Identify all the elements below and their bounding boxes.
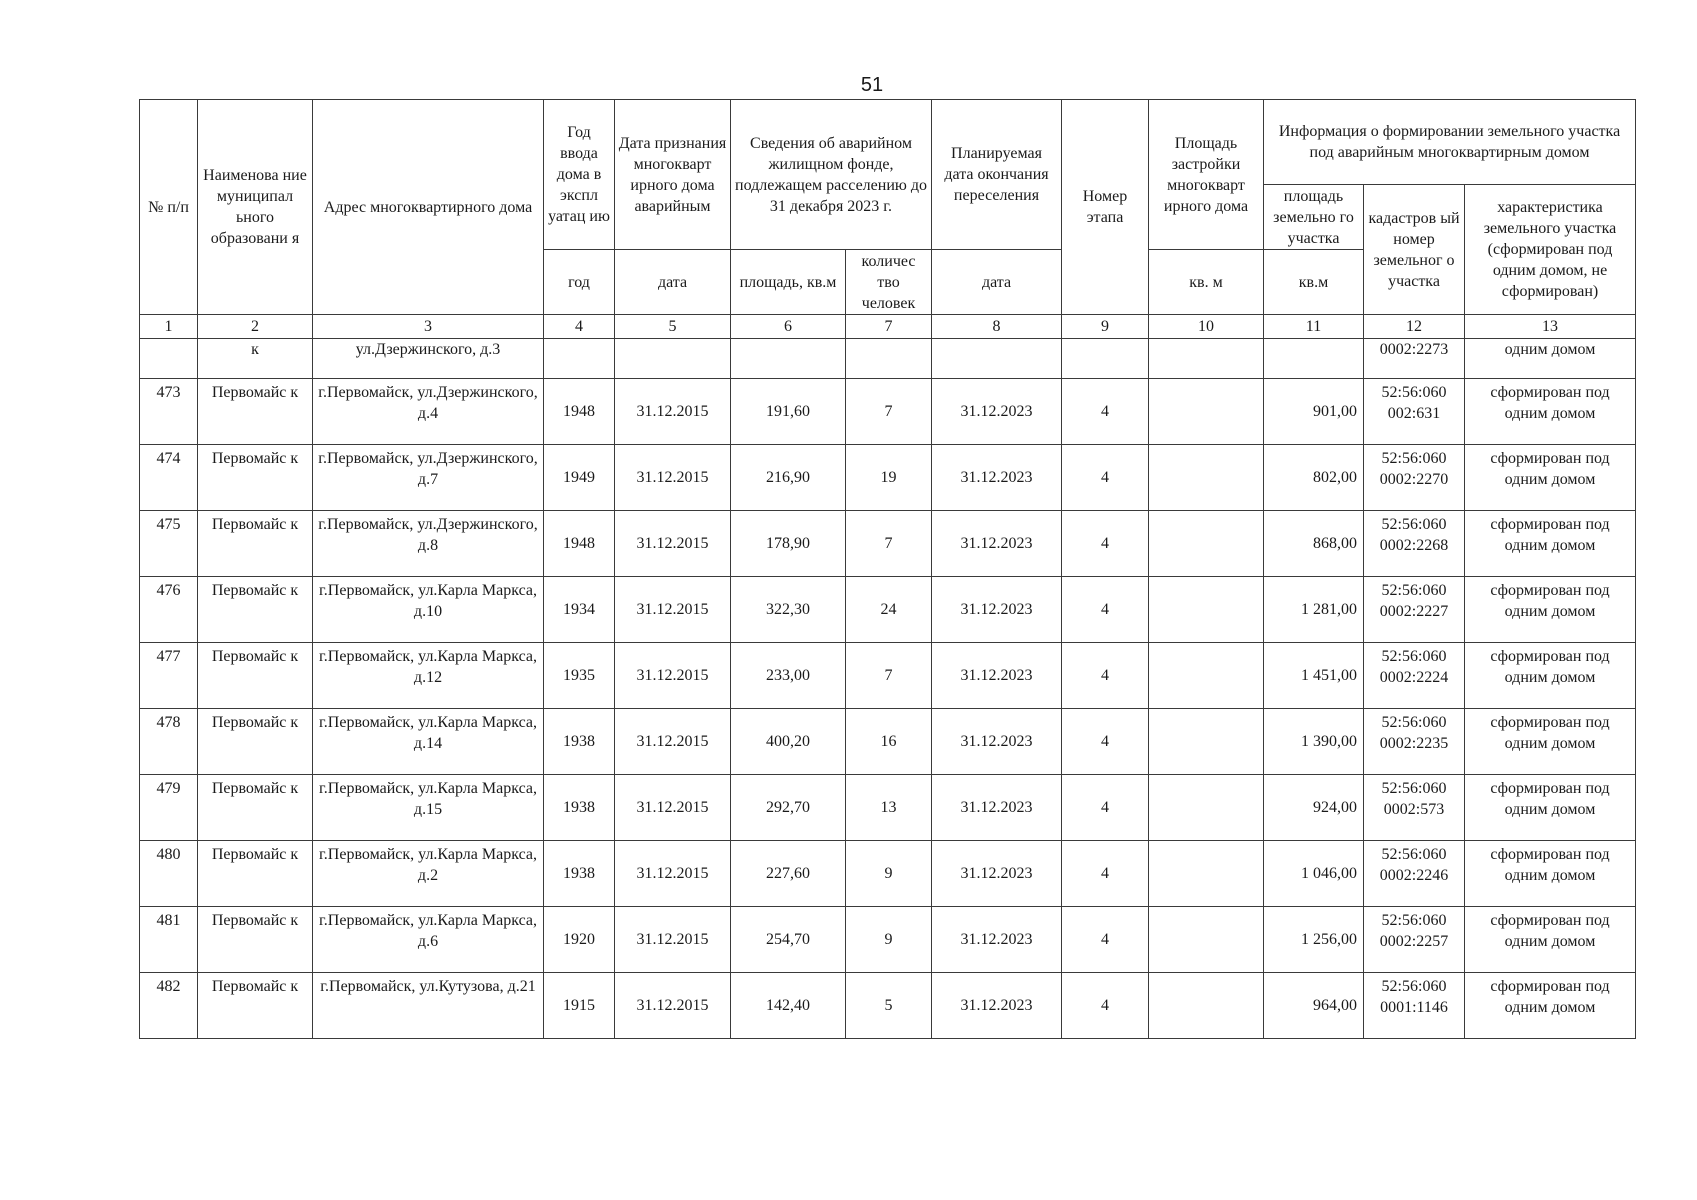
header-emergency-fund: Сведения об аварийном жилищном фонде, подлежащем расселению до 31 декабря 2023 г. xyxy=(731,100,932,250)
cell-date: 31.12.2015 xyxy=(615,709,731,775)
cell-people: 16 xyxy=(846,709,932,775)
unit-date: дата xyxy=(615,250,731,315)
cell-stage: 4 xyxy=(1062,841,1149,907)
table-row xyxy=(140,511,1636,577)
cell-people: 9 xyxy=(846,841,932,907)
cell-people: 19 xyxy=(846,445,932,511)
col-number: 5 xyxy=(615,315,731,339)
cell-municipality: Первомайс к xyxy=(198,511,313,577)
cell-area: 400,20 xyxy=(731,709,846,775)
cell-num: 479 xyxy=(140,775,198,841)
cell-land-characteristic: сформирован под одним домом xyxy=(1465,511,1636,577)
unit-year: год xyxy=(544,250,615,315)
col-number: 10 xyxy=(1149,315,1264,339)
cell-people: 24 xyxy=(846,577,932,643)
cell-planned: 31.12.2023 xyxy=(932,577,1062,643)
cell-land-area: 1 256,00 xyxy=(1264,907,1364,973)
cell-people: 13 xyxy=(846,775,932,841)
cell-built xyxy=(1149,445,1264,511)
cell-cadastral: 52:56:060 0002:573 xyxy=(1364,775,1465,841)
cell-area: 191,60 xyxy=(731,379,846,445)
cell-num: 473 xyxy=(140,379,198,445)
cell-municipality: Первомайс к xyxy=(198,907,313,973)
header-num: № п/п xyxy=(140,100,198,315)
cell-year: 1938 xyxy=(544,709,615,775)
cell-land-area: 1 046,00 xyxy=(1264,841,1364,907)
cell-area: 216,90 xyxy=(731,445,846,511)
table-body xyxy=(140,339,1636,1039)
table-row xyxy=(140,775,1636,841)
cell-address: г.Первомайск, ул.Карла Маркса, д.14 xyxy=(313,709,544,775)
cell-municipality: Первомайс к xyxy=(198,841,313,907)
col-number: 3 xyxy=(313,315,544,339)
table-row xyxy=(140,841,1636,907)
cell-cadastral: 52:56:060 0002:2246 xyxy=(1364,841,1465,907)
cell-stage: 4 xyxy=(1062,511,1149,577)
cell-address: г.Первомайск, ул.Дзержинского, д.8 xyxy=(313,511,544,577)
header-address: Адрес многоквартирного дома xyxy=(313,100,544,315)
cell-planned: 31.12.2023 xyxy=(932,511,1062,577)
unit-land-area: кв.м xyxy=(1264,250,1364,315)
col-number: 12 xyxy=(1364,315,1465,339)
cell-cadastral: 52:56:060 0001:1146 xyxy=(1364,973,1465,1039)
cell-address: г.Первомайск, ул.Карла Маркса, д.10 xyxy=(313,577,544,643)
cell-year: 1938 xyxy=(544,841,615,907)
cell-num: 477 xyxy=(140,643,198,709)
cell-cadastral: 0002:2273 xyxy=(1364,339,1465,379)
header-recognized-date: Дата признания многокварт ирного дома аварийным xyxy=(615,100,731,250)
cell-date: 31.12.2015 xyxy=(615,907,731,973)
cell-land-area: 1 451,00 xyxy=(1264,643,1364,709)
cell-stage: 4 xyxy=(1062,643,1149,709)
cell-num: 475 xyxy=(140,511,198,577)
cell-num: 480 xyxy=(140,841,198,907)
cell-address: г.Первомайск, ул.Карла Маркса, д.2 xyxy=(313,841,544,907)
cell-municipality: Первомайс к xyxy=(198,445,313,511)
cell-num: 482 xyxy=(140,973,198,1039)
header-planned-date: Планируемая дата окончания переселения xyxy=(932,100,1062,250)
cell-cadastral: 52:56:060 0002:2268 xyxy=(1364,511,1465,577)
cell-land-area: 802,00 xyxy=(1264,445,1364,511)
unit-people: количес тво человек xyxy=(846,250,932,315)
header-land-info: Информация о формировании земельного участка под аварийным многоквартирным домом xyxy=(1264,100,1636,185)
table-row xyxy=(140,445,1636,511)
column-numbers-row xyxy=(140,315,1636,339)
cell-date: 31.12.2015 xyxy=(615,841,731,907)
cell-built xyxy=(1149,379,1264,445)
cell-land-area: 1 390,00 xyxy=(1264,709,1364,775)
cell-cadastral: 52:56:060 0002:2257 xyxy=(1364,907,1465,973)
cell-date xyxy=(615,339,731,379)
cell-date: 31.12.2015 xyxy=(615,973,731,1039)
cell-area: 292,70 xyxy=(731,775,846,841)
header-year-in-service: Год ввода дома в экспл уатац ию xyxy=(544,100,615,250)
cell-cadastral: 52:56:060 002:631 xyxy=(1364,379,1465,445)
cell-land-area: 1 281,00 xyxy=(1264,577,1364,643)
cell-year xyxy=(544,339,615,379)
cell-land-area xyxy=(1264,339,1364,379)
cell-cadastral: 52:56:060 0002:2227 xyxy=(1364,577,1465,643)
cell-stage: 4 xyxy=(1062,973,1149,1039)
cell-built xyxy=(1149,577,1264,643)
cell-land-characteristic: сформирован под одним домом xyxy=(1465,973,1636,1039)
cell-planned: 31.12.2023 xyxy=(932,841,1062,907)
cell-land-area: 924,00 xyxy=(1264,775,1364,841)
cell-address: г.Первомайск, ул.Карла Маркса, д.12 xyxy=(313,643,544,709)
cell-date: 31.12.2015 xyxy=(615,379,731,445)
cell-address: г.Первомайск, ул.Дзержинского, д.7 xyxy=(313,445,544,511)
table-row xyxy=(140,709,1636,775)
cell-built xyxy=(1149,339,1264,379)
col-number: 1 xyxy=(140,315,198,339)
cell-municipality: Первомайс к xyxy=(198,709,313,775)
header-built-area: Площадь застройки многокварт ирного дома xyxy=(1149,100,1264,250)
cell-municipality: Первомайс к xyxy=(198,973,313,1039)
cell-people: 5 xyxy=(846,973,932,1039)
cell-stage: 4 xyxy=(1062,907,1149,973)
cell-municipality: Первомайс к xyxy=(198,577,313,643)
header-land-area: площадь земельно го участка xyxy=(1264,185,1364,250)
col-number: 6 xyxy=(731,315,846,339)
cell-date: 31.12.2015 xyxy=(615,445,731,511)
cell-area: 227,60 xyxy=(731,841,846,907)
cell-people: 7 xyxy=(846,511,932,577)
cell-built xyxy=(1149,973,1264,1039)
cell-people: 9 xyxy=(846,907,932,973)
cell-municipality: Первомайс к xyxy=(198,775,313,841)
col-number: 13 xyxy=(1465,315,1636,339)
cell-land-characteristic: сформирован под одним домом xyxy=(1465,907,1636,973)
cell-address: г.Первомайск, ул.Дзержинского, д.4 xyxy=(313,379,544,445)
cell-municipality: Первомайс к xyxy=(198,379,313,445)
table-row xyxy=(140,907,1636,973)
table-header xyxy=(140,100,1636,339)
table-row xyxy=(140,973,1636,1039)
cell-area: 178,90 xyxy=(731,511,846,577)
cell-stage: 4 xyxy=(1062,445,1149,511)
cell-date: 31.12.2015 xyxy=(615,775,731,841)
unit-area: площадь, кв.м xyxy=(731,250,846,315)
cell-year: 1934 xyxy=(544,577,615,643)
cell-municipality: Первомайс к xyxy=(198,643,313,709)
cell-land-characteristic: сформирован под одним домом xyxy=(1465,709,1636,775)
emergency-housing-table xyxy=(139,99,1636,1039)
header-municipality: Наименова ние муниципал ьного образовани я xyxy=(198,100,313,315)
cell-land-area: 901,00 xyxy=(1264,379,1364,445)
cell-year: 1915 xyxy=(544,973,615,1039)
cell-stage: 4 xyxy=(1062,577,1149,643)
cell-built xyxy=(1149,841,1264,907)
table-row xyxy=(140,577,1636,643)
cell-year: 1949 xyxy=(544,445,615,511)
cell-year: 1935 xyxy=(544,643,615,709)
header-land-characteristic: характеристика земельного участка (сформирован под одним домом, не сформирован) xyxy=(1465,185,1636,315)
cell-address: г.Первомайск, ул.Карла Маркса, д.6 xyxy=(313,907,544,973)
cell-stage xyxy=(1062,339,1149,379)
cell-land-characteristic: одним домом xyxy=(1465,339,1636,379)
header-cadastral: кадастров ый номер земельног о участка xyxy=(1364,185,1465,315)
cell-land-characteristic: сформирован под одним домом xyxy=(1465,379,1636,445)
col-number: 7 xyxy=(846,315,932,339)
col-number: 2 xyxy=(198,315,313,339)
cell-stage: 4 xyxy=(1062,775,1149,841)
col-number: 8 xyxy=(932,315,1062,339)
cell-year: 1948 xyxy=(544,511,615,577)
cell-people: 7 xyxy=(846,379,932,445)
cell-area: 233,00 xyxy=(731,643,846,709)
cell-people xyxy=(846,339,932,379)
table-row xyxy=(140,379,1636,445)
cell-built xyxy=(1149,907,1264,973)
cell-cadastral: 52:56:060 0002:2270 xyxy=(1364,445,1465,511)
cell-date: 31.12.2015 xyxy=(615,643,731,709)
cell-year: 1938 xyxy=(544,775,615,841)
cell-area: 254,70 xyxy=(731,907,846,973)
cell-built xyxy=(1149,511,1264,577)
cell-planned: 31.12.2023 xyxy=(932,709,1062,775)
cell-planned: 31.12.2023 xyxy=(932,973,1062,1039)
cell-built xyxy=(1149,643,1264,709)
col-number: 9 xyxy=(1062,315,1149,339)
cell-cadastral: 52:56:060 0002:2235 xyxy=(1364,709,1465,775)
col-number: 4 xyxy=(544,315,615,339)
table-row xyxy=(140,643,1636,709)
cell-cadastral: 52:56:060 0002:2224 xyxy=(1364,643,1465,709)
cell-address: ул.Дзержинского, д.3 xyxy=(313,339,544,379)
cell-planned: 31.12.2023 xyxy=(932,643,1062,709)
cell-land-characteristic: сформирован под одним домом xyxy=(1465,775,1636,841)
page-number: 51 xyxy=(860,74,884,96)
cell-address: г.Первомайск, ул.Кутузова, д.21 xyxy=(313,973,544,1039)
header-stage: Номер этапа xyxy=(1062,100,1149,315)
col-number: 11 xyxy=(1264,315,1364,339)
cell-built xyxy=(1149,709,1264,775)
cell-num: 478 xyxy=(140,709,198,775)
cell-num: 476 xyxy=(140,577,198,643)
cell-num: 474 xyxy=(140,445,198,511)
cell-land-characteristic: сформирован под одним домом xyxy=(1465,445,1636,511)
cell-land-area: 964,00 xyxy=(1264,973,1364,1039)
cell-stage: 4 xyxy=(1062,379,1149,445)
cell-stage: 4 xyxy=(1062,709,1149,775)
cell-num: 481 xyxy=(140,907,198,973)
cell-area xyxy=(731,339,846,379)
cell-date: 31.12.2015 xyxy=(615,577,731,643)
cell-address: г.Первомайск, ул.Карла Маркса, д.15 xyxy=(313,775,544,841)
cell-year: 1948 xyxy=(544,379,615,445)
cell-area: 142,40 xyxy=(731,973,846,1039)
cell-planned: 31.12.2023 xyxy=(932,379,1062,445)
cell-land-area: 868,00 xyxy=(1264,511,1364,577)
cell-planned: 31.12.2023 xyxy=(932,907,1062,973)
cell-num xyxy=(140,339,198,379)
cell-date: 31.12.2015 xyxy=(615,511,731,577)
unit-planned-date: дата xyxy=(932,250,1062,315)
cell-planned xyxy=(932,339,1062,379)
cell-built xyxy=(1149,775,1264,841)
cell-area: 322,30 xyxy=(731,577,846,643)
cell-planned: 31.12.2023 xyxy=(932,445,1062,511)
cell-year: 1920 xyxy=(544,907,615,973)
cell-planned: 31.12.2023 xyxy=(932,775,1062,841)
unit-built-area: кв. м xyxy=(1149,250,1264,315)
cell-land-characteristic: сформирован под одним домом xyxy=(1465,577,1636,643)
cell-land-characteristic: сформирован под одним домом xyxy=(1465,643,1636,709)
cell-land-characteristic: сформирован под одним домом xyxy=(1465,841,1636,907)
cell-people: 7 xyxy=(846,643,932,709)
table-row-continued xyxy=(140,339,1636,379)
cell-municipality: к xyxy=(198,339,313,379)
